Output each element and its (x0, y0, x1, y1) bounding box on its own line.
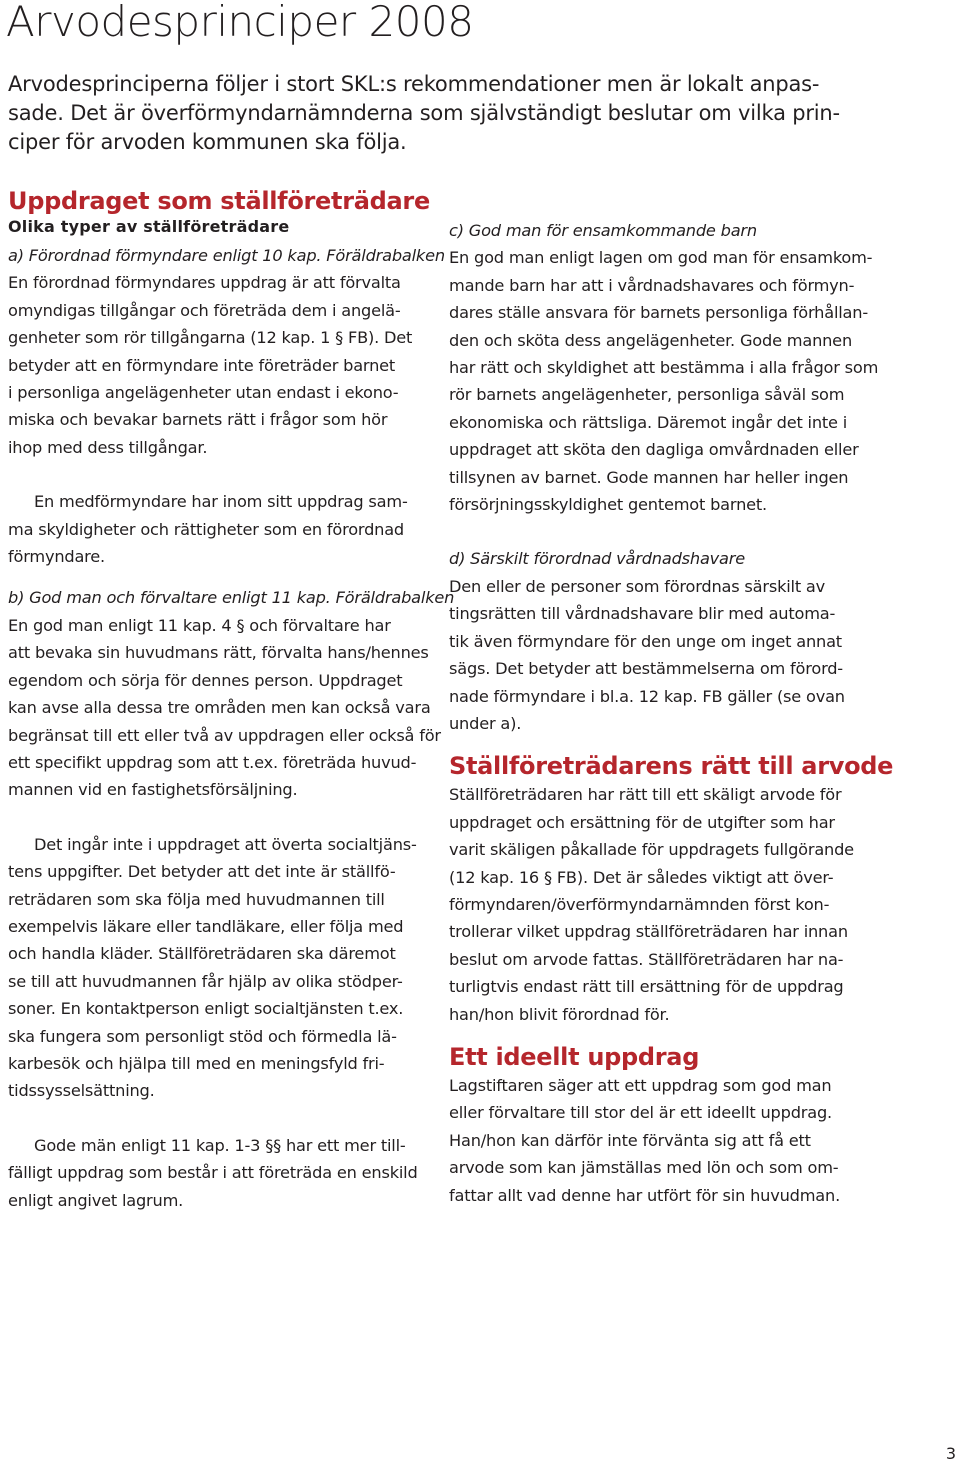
text-line: En god man enligt lagen om god man för ensamkom- (449, 248, 873, 268)
section-arvode (449, 751, 894, 1028)
text-line: reträdaren som ska följa med huvudmannen till (8, 889, 385, 909)
text-line: dares ställe ansvara för barnets personliga förhållan- (449, 303, 868, 323)
text-line: tingsrätten till vårdnadshavare blir med automa- (449, 604, 836, 624)
section-heading-uppdraget: Uppdraget som ställföreträdare (8, 187, 430, 215)
section-c-title: c) God man för ensamkommande barn (449, 221, 757, 240)
text-line: tidssysselsättning. (8, 1081, 155, 1101)
text-line: varit skäligen påkallade för uppdragets fullgörande (449, 840, 854, 860)
text-line: begränsat till ett eller två av uppdragen eller också för (8, 725, 441, 745)
text-line: mannen vid en fastighetsförsäljning. (8, 780, 298, 800)
intro-line: Arvodesprinciperna följer i stort SKL:s rekommendationer men är lokalt anpas- (8, 72, 820, 96)
section-d-title: d) Särskilt förordnad vårdnadshavare (449, 549, 745, 569)
left-column (8, 186, 455, 1214)
text-line: ma skyldigheter och rättigheter som en förordnad (8, 519, 405, 539)
section-d (449, 545, 869, 737)
text-line: försörjningsskyldighet gentemot barnet. (449, 495, 767, 515)
text-line: Lagstiftaren säger att ett uppdrag som god man (449, 1075, 832, 1095)
text-line: karbesök och hjälpa till med en meningsfyld fri- (8, 1053, 385, 1073)
text-line: En god man enligt 11 kap. 4 § och förvaltare har (8, 615, 391, 635)
right-column (449, 217, 894, 1209)
text-line: sägs. Det betyder att bestämmelserna om förord- (449, 659, 843, 679)
text-line: egendom och sörja för dennes person. Uppdraget (8, 670, 403, 690)
text-line: han/hon blivit förordnad för. (449, 1004, 670, 1024)
text-line: uppdraget och ersättning för de utgifter som har (449, 812, 835, 832)
text-line: fälligt uppdrag som består i att företräda en enskild (8, 1163, 418, 1183)
text-line: den och sköta dess angelägenheter. Gode mannen (449, 330, 853, 350)
section-a (8, 242, 445, 570)
text-line: miska och bevakar barnets rätt i frågor som hör (8, 410, 388, 430)
text-line: att bevaka sin huvudmans rätt, förvalta hans/hennes (8, 643, 429, 663)
section-b (8, 584, 455, 1214)
section-heading-arvode: Ställföreträdarens rätt till arvode (449, 752, 894, 781)
text-line: omyndigas tillgångar och företräda dem i angelä- (8, 300, 401, 320)
section-b-title: b) God man och förvaltare enligt 11 kap. Föräldrabalken (8, 588, 455, 608)
text-line: förmyndare. (8, 547, 105, 567)
text-line: ekonomiska och rättsliga. Däremot ingår det inte i (449, 412, 848, 432)
text-line: ska fungera som personligt stöd och förmedla lä- (8, 1026, 397, 1046)
text-line: fattar allt vad denne har utfört för sin huvudman. (449, 1185, 841, 1205)
text-line: trollerar vilket uppdrag ställföreträdaren har innan (449, 922, 848, 942)
intro-line: sade. Det är överförmyndarnämnderna som självständigt beslutar om vilka prin- (8, 101, 840, 125)
text-line: genheter som rör tillgångarna (12 kap. 1 § FB). Det (8, 328, 413, 348)
text-line: eller förvaltare till stor del är ett ideellt uppdrag. (449, 1103, 832, 1123)
text-line: beslut om arvode fattas. Ställföreträdaren har na- (449, 949, 844, 969)
text-line: En medförmyndare har inom sitt uppdrag sam- (34, 492, 408, 512)
text-line: betyder att en förmyndare inte företräder barnet (8, 355, 396, 375)
text-line: (12 kap. 16 § FB). Det är således viktigt att över- (449, 867, 834, 887)
section-c (449, 217, 879, 518)
text-line: Den eller de personer som förordnas särskilt av (449, 576, 826, 596)
text-line: förmyndaren/överförmyndarnämnden först kon- (449, 894, 830, 914)
intro-line: ciper för arvoden kommunen ska följa. (8, 130, 407, 154)
text-line: Ställföreträdaren har rätt till ett skäligt arvode för (449, 785, 842, 805)
text-line: under a). (449, 713, 522, 733)
page-number: 3 (945, 1444, 956, 1463)
text-line: enligt angivet lagrum. (8, 1190, 184, 1210)
text-line: och handla kläder. Ställföreträdaren ska däremot (8, 944, 396, 964)
text-line: tik även förmyndare för den unge om inget annat (449, 631, 842, 651)
section-a-title: a) Förordnad förmyndare enligt 10 kap. Föräldrabalken (8, 246, 445, 265)
text-line: arvode som kan jämställas med lön och som om- (449, 1158, 839, 1178)
text-line: tillsynen av barnet. Gode mannen har heller ingen (449, 467, 849, 487)
subheading-olika-typer: Olika typer av ställföreträdare (8, 217, 290, 236)
text-line: uppdraget att sköta den dagliga omvårdnaden eller (449, 440, 859, 460)
text-line: tens uppgifter. Det betyder att det inte är ställfö- (8, 862, 396, 882)
text-line: soner. En kontaktperson enligt socialtjänsten t.ex. (8, 999, 404, 1019)
text-line: turligtvis endast rätt till ersättning för de uppdrag (449, 977, 844, 997)
text-line: kan avse alla dessa tre områden men kan också vara (8, 698, 431, 718)
text-line: En förordnad förmyndares uppdrag är att förvalta (8, 273, 401, 293)
text-line: har rätt och skyldighet att bestämma i alla frågor som (449, 358, 879, 378)
text-line: i personliga angelägenheter utan endast i ekono- (8, 383, 399, 403)
text-line: Han/hon kan därför inte förvänta sig att få ett (449, 1130, 811, 1150)
text-line: Gode män enligt 11 kap. 1-3 §§ har ett mer till- (34, 1135, 406, 1155)
section-heading-ideellt: Ett ideellt uppdrag (449, 1042, 700, 1071)
text-line: se till att huvudmannen får hjälp av olika stödper- (8, 971, 403, 991)
page-title: Arvodesprinciper 2008 (6, 0, 474, 46)
text-line: nade förmyndare i bl.a. 12 kap. FB gäller (se ovan (449, 686, 845, 706)
text-line: rör barnets angelägenheter, personliga såväl som (449, 385, 845, 405)
text-line: Det ingår inte i uppdraget att överta socialtjäns- (34, 834, 417, 854)
text-line: mande barn har att i vårdnadshavares och förmyn- (449, 275, 855, 295)
text-line: ett specifikt uppdrag som att t.ex. företräda huvud- (8, 752, 417, 772)
text-line: ihop med dess tillgångar. (8, 437, 208, 457)
intro-paragraph (8, 70, 878, 157)
section-ideellt (449, 1042, 869, 1209)
text-line: exempelvis läkare eller tandläkare, eller följa med (8, 916, 404, 936)
